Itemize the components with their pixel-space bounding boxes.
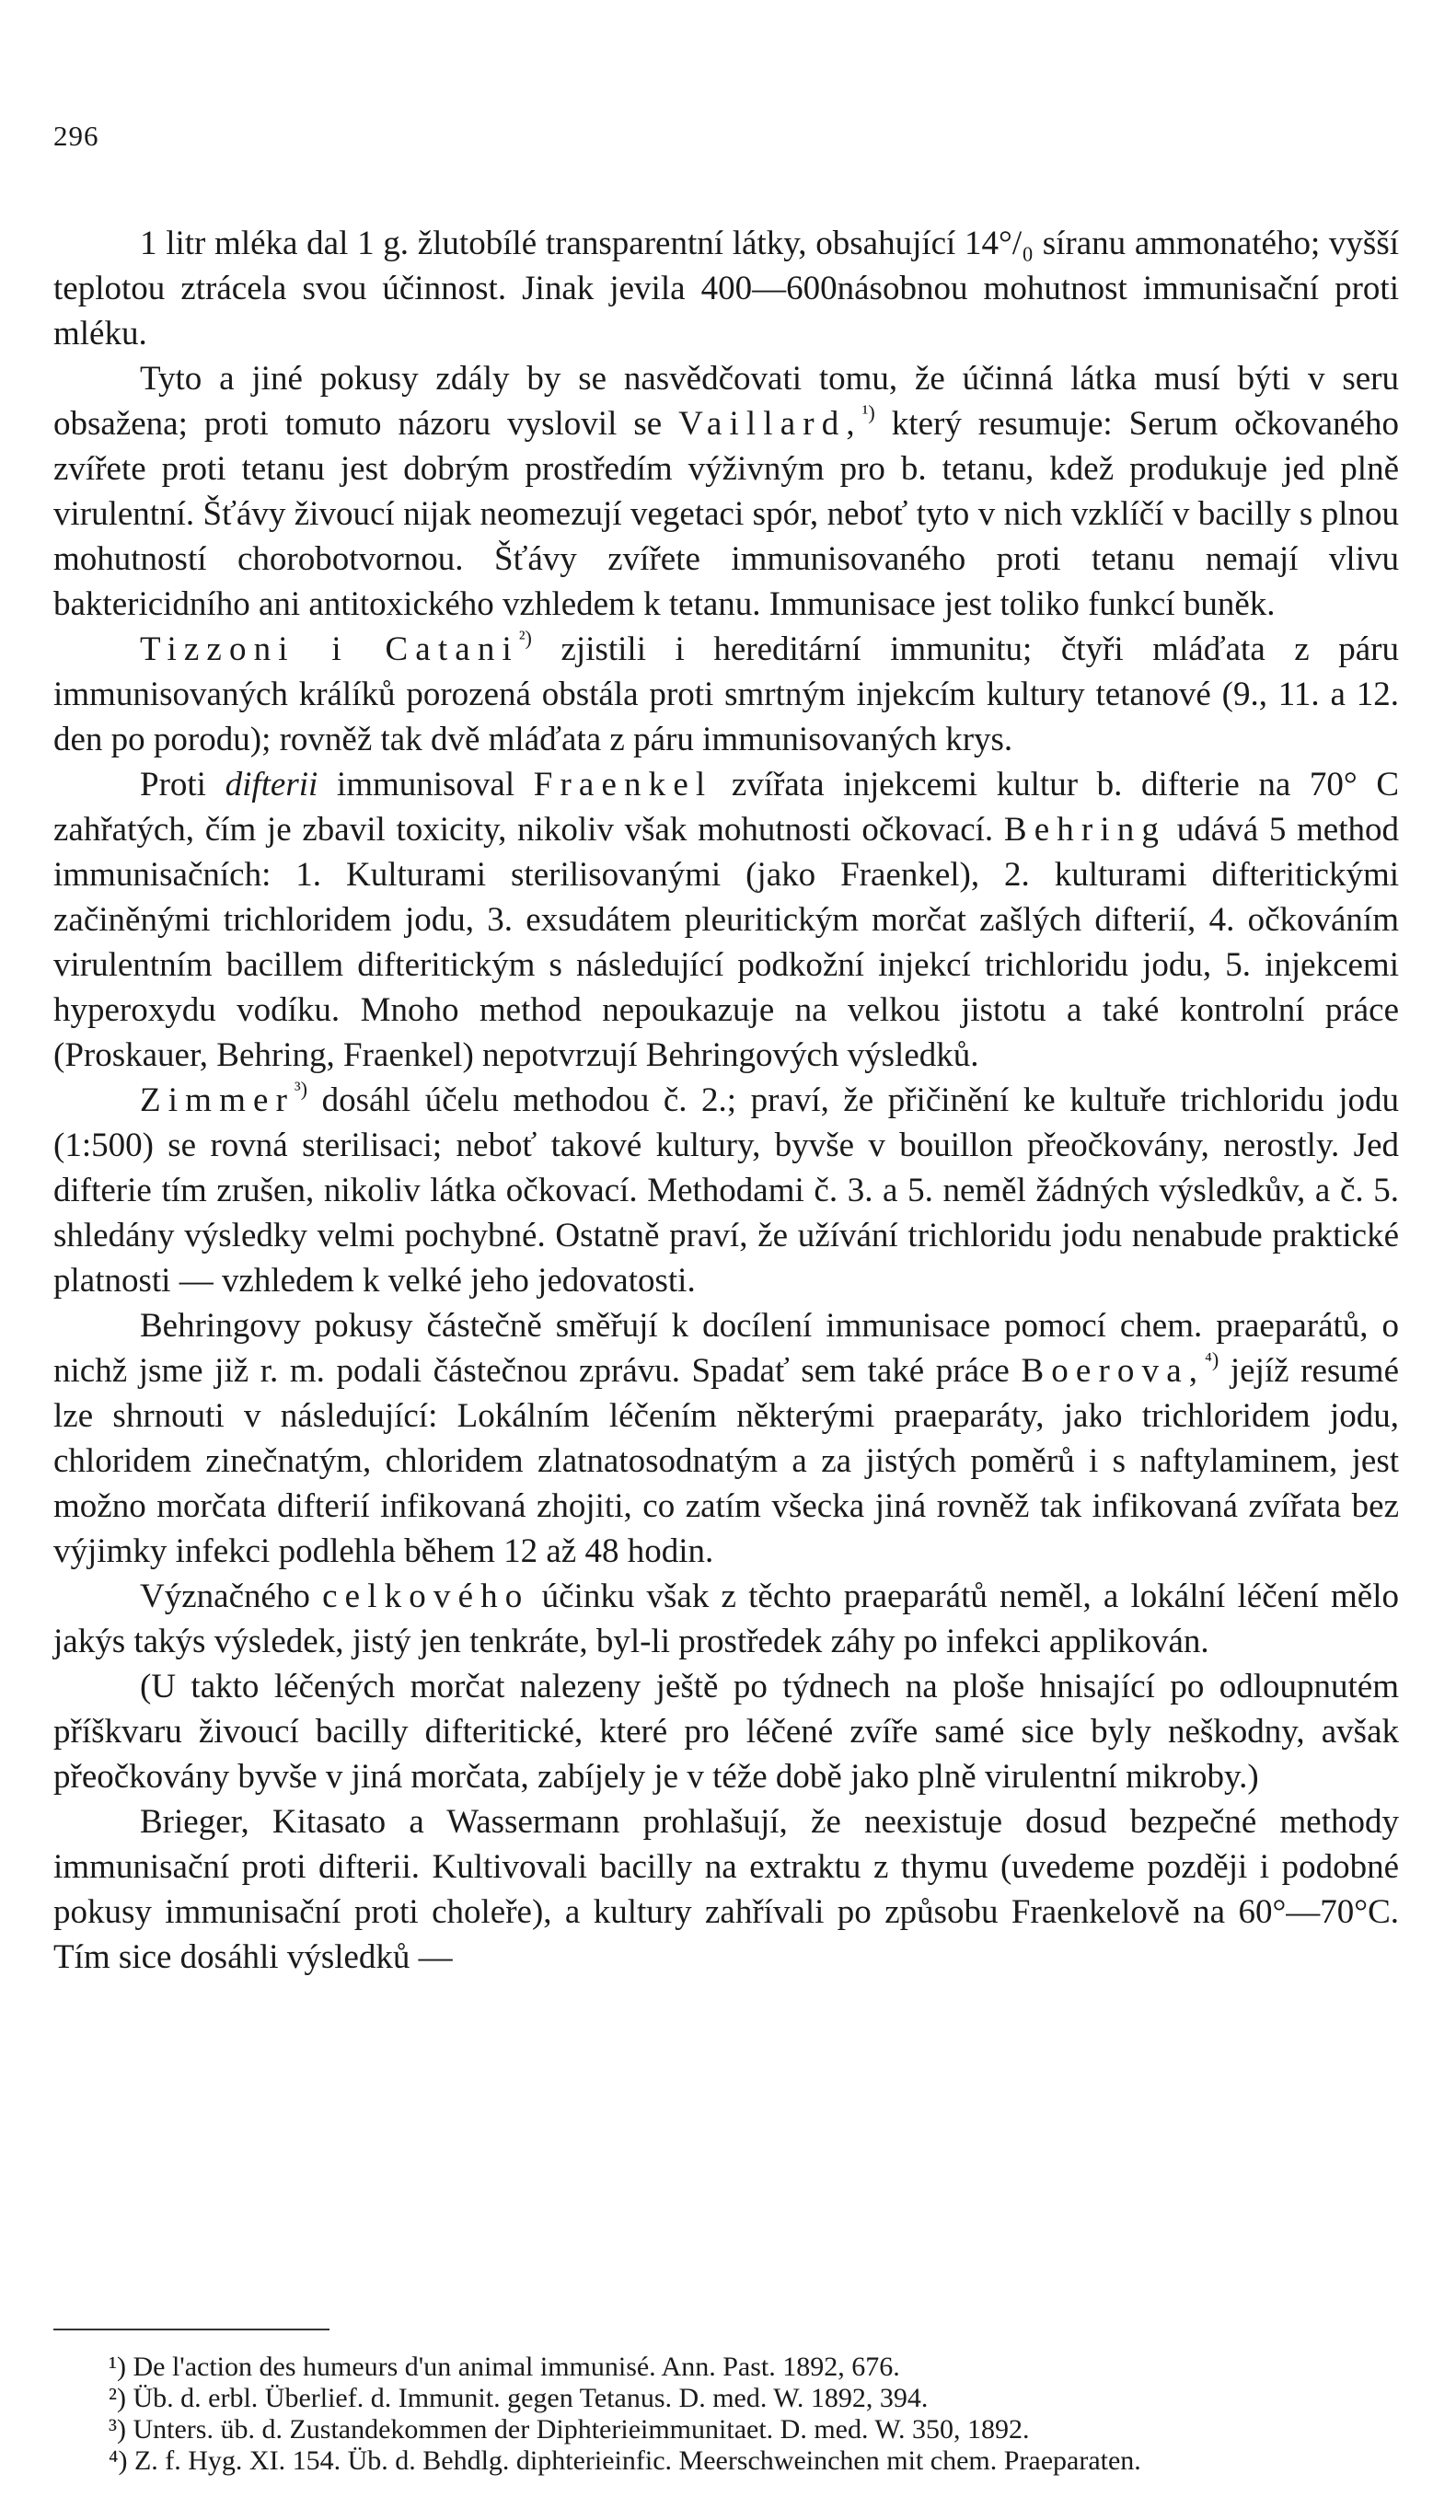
footnote-1 xyxy=(53,2352,1399,2383)
author-zimmer: Zimmer xyxy=(140,1081,295,1119)
paragraph-6 xyxy=(53,1303,1399,1574)
paragraph-6-text-b: jejíž resumé lze shrnouti v následující: Lokálním léčením některými praeparáty, jako trichloridem jodu, chloridem zinečnatým, chloridem zlatnatosodnatým a za jistých poměrů i s naftylaminem, jest možno morčata difterií infikovaná zhojiti, co zatím všecka jiná rovněž tak infikovaná zvířata bez výjimky infekci podlehla během 12 až 48 hodin. xyxy=(53,1352,1400,1570)
paragraph-9: Brieger, Kitasato a Wassermann prohlašují, že neexistuje dosud bezpečné methody immunisační proti difterii. Kultivovali bacilly na extraktu z thymu (uvedeme později i podobné pokusy immunisační proti choleře), a kultury zahřívali po způsobu Fraenkelově na 60°—70°C. Tím sice dosáhli výsledků — xyxy=(53,1803,1399,1976)
body-text xyxy=(53,221,1399,1980)
footnote-text: Unters. üb. d. Zustandekommen der Diphterieimmunitaet. D. med. W. 350, 1892. xyxy=(133,2414,1030,2445)
paragraph-4 xyxy=(53,762,1399,1078)
paragraph-5-text: dosáhl účelu methodou č. 2.; praví, že přičinění ke kultuře trichloridu jodu (1:500) se rovná sterilisaci; neboť takové kultury, byvše v bouillon přeočkovány, nerostly. Jed difterie tím zrušen, nikoliv látka očkovací. Methodami č. 3. a 5. neměl žádných výsledkův, a č. 5. shledány výsledky velmi pochybné. Ostatně praví, že užívání trichloridu jodu nenabude praktické platnosti — vzhledem k velké jeho jedovatosti. xyxy=(53,1081,1399,1300)
footnote-text: Üb. d. erbl. Überlief. d. Immunit. gegen Tetanus. D. med. W. 1892, 394. xyxy=(133,2383,929,2413)
author-boer: Boerova, xyxy=(1021,1352,1206,1390)
paragraph-4-text-d: udává 5 method immunisačních: 1. Kulturami sterilisovanými (jako Fraenkel), 2. kulturami difteritickými začiněnými trichloridem jodu, 3. exsudátem pleuritickým morčat zašlých difterií, 4. očkováním virulentním bacillem difteritickým s následující podkožní injekcí trichloridu jodu, 5. injekcemi hyperoxydu vodíku. Mnoho method nepoukazuje na velkou jistotu a také kontrolní práce (Proskauer, Behring, Fraenkel) nepotvrzují Behringových výsledků. xyxy=(53,811,1400,1074)
footnote-mark: ³) xyxy=(109,2414,126,2445)
paragraph-7 xyxy=(53,1574,1399,1664)
footnote-divider xyxy=(53,2329,329,2330)
paragraph-3-text: zjistili i hereditární immunitu; čtyři mláďata z páru immunisovaných králíků porozená obstála proti smrtným injekcím kultury tetanové (9., 11. a 12. den po porodu); rovněž tak dvě mláďata z páru immunisovaných krys. xyxy=(53,630,1400,758)
paragraph-7-text-b: účinku však z těchto praeparátů neměl, a lokální léčení mělo jakýs takýs výsledek, jistý jen tenkráte, byl-li prostředek záhy po infekci applikován. xyxy=(53,1578,1399,1660)
paragraph-3 xyxy=(53,627,1399,762)
paragraph-6-text-a: Behringovy pokusy částečně směřují k docílení immunisace pomocí chem. praeparátů, o nichž jsme již r. m. podali částečnou zprávu. Spadať sem také práce xyxy=(53,1307,1399,1390)
footnote-mark: ¹) xyxy=(109,2352,126,2382)
footnote-ref-4: ⁴) xyxy=(1205,1347,1219,1371)
paragraph-4-text-b: immunisoval xyxy=(318,766,534,803)
author-fraenkel: Fraenkel xyxy=(533,766,713,803)
paragraph-4-text-c: zvířata injekcemi kultur b. difterie na 70° C zahřatých, čím je zbavil toxicity, nikoliv však mohutnosti očkovací. xyxy=(53,766,1399,849)
footnote-mark: ²) xyxy=(109,2383,126,2413)
paragraph-7-text-a: Význačného xyxy=(140,1578,323,1615)
footnote-ref-3: ³) xyxy=(295,1077,308,1101)
footnote-mark: ⁴) xyxy=(109,2445,128,2476)
paragraph-1: 1 litr mléka dal 1 g. žlutobílé transparentní látky, obsahující 14°/₀ síranu ammonatého; vyšší teplotou ztrácela svou účinnost. Jinak jevila 400—600násobnou mohutnost immunisační proti mléku. xyxy=(53,225,1399,353)
paragraph-2-text-a: Tyto a jiné pokusy zdály by se nasvědčovati tomu, že účinná látka musí býti v seru obsažena; proti tomuto názoru vyslovil se xyxy=(53,360,1399,443)
paragraph-2 xyxy=(53,356,1399,627)
footnote-text: Z. f. Hyg. XI. 154. Üb. d. Behdlg. diphterieinfic. Meerschweinchen mit chem. Praeparaten. xyxy=(133,2445,1141,2476)
paragraph-2-text-b: který resumuje: Serum očkovaného zvířete proti tetanu jest dobrým prostředím výživným pro b. tetanu, kdež produkuje jed plně virulentní. Šťávy živoucí nijak neomezují vegetaci spór, neboť tyto v nich vzklíčí v bacilly s plnou mohutností chorobotvornou. Šťávy zvířete immunisovaného proti tetanu nemají vlivu baktericidního ani antitoxického vzhledem k tetanu. Immunisace jest toliko funkcí buněk. xyxy=(53,405,1399,623)
term-difterii: difterii xyxy=(225,766,318,803)
author-tizzoni-catani: Tizzoni i Catani xyxy=(140,630,519,668)
footnote-text: De l'action des humeurs d'un animal immunisé. Ann. Past. 1892, 676. xyxy=(133,2352,900,2382)
footnote-2 xyxy=(53,2383,1399,2414)
paragraph-8: (U takto léčených morčat nalezeny ještě po týdnech na ploše hnisající po odloupnutém příškvaru živoucí bacilly difteritické, které pro léčené zvíře samé sice byly neškodny, avšak přeočkovány byvše v jiná morčata, zabíjely je v téže době jako plně virulentní mikroby.) xyxy=(53,1668,1399,1796)
footnote-ref-1: ¹) xyxy=(861,400,875,424)
paragraph-5 xyxy=(53,1078,1399,1303)
footnote-3 xyxy=(53,2414,1399,2445)
footnote-4 xyxy=(53,2445,1399,2477)
page-number: 296 xyxy=(53,120,99,152)
emphasis-celkoveho: celkového xyxy=(322,1578,530,1615)
paragraph-4-text-a: Proti xyxy=(140,766,206,803)
author-behring: Behring xyxy=(1003,811,1167,849)
footnotes xyxy=(53,2352,1399,2477)
footnote-ref-2: ²) xyxy=(518,626,532,650)
author-vaillard: Vaillard, xyxy=(678,405,862,443)
